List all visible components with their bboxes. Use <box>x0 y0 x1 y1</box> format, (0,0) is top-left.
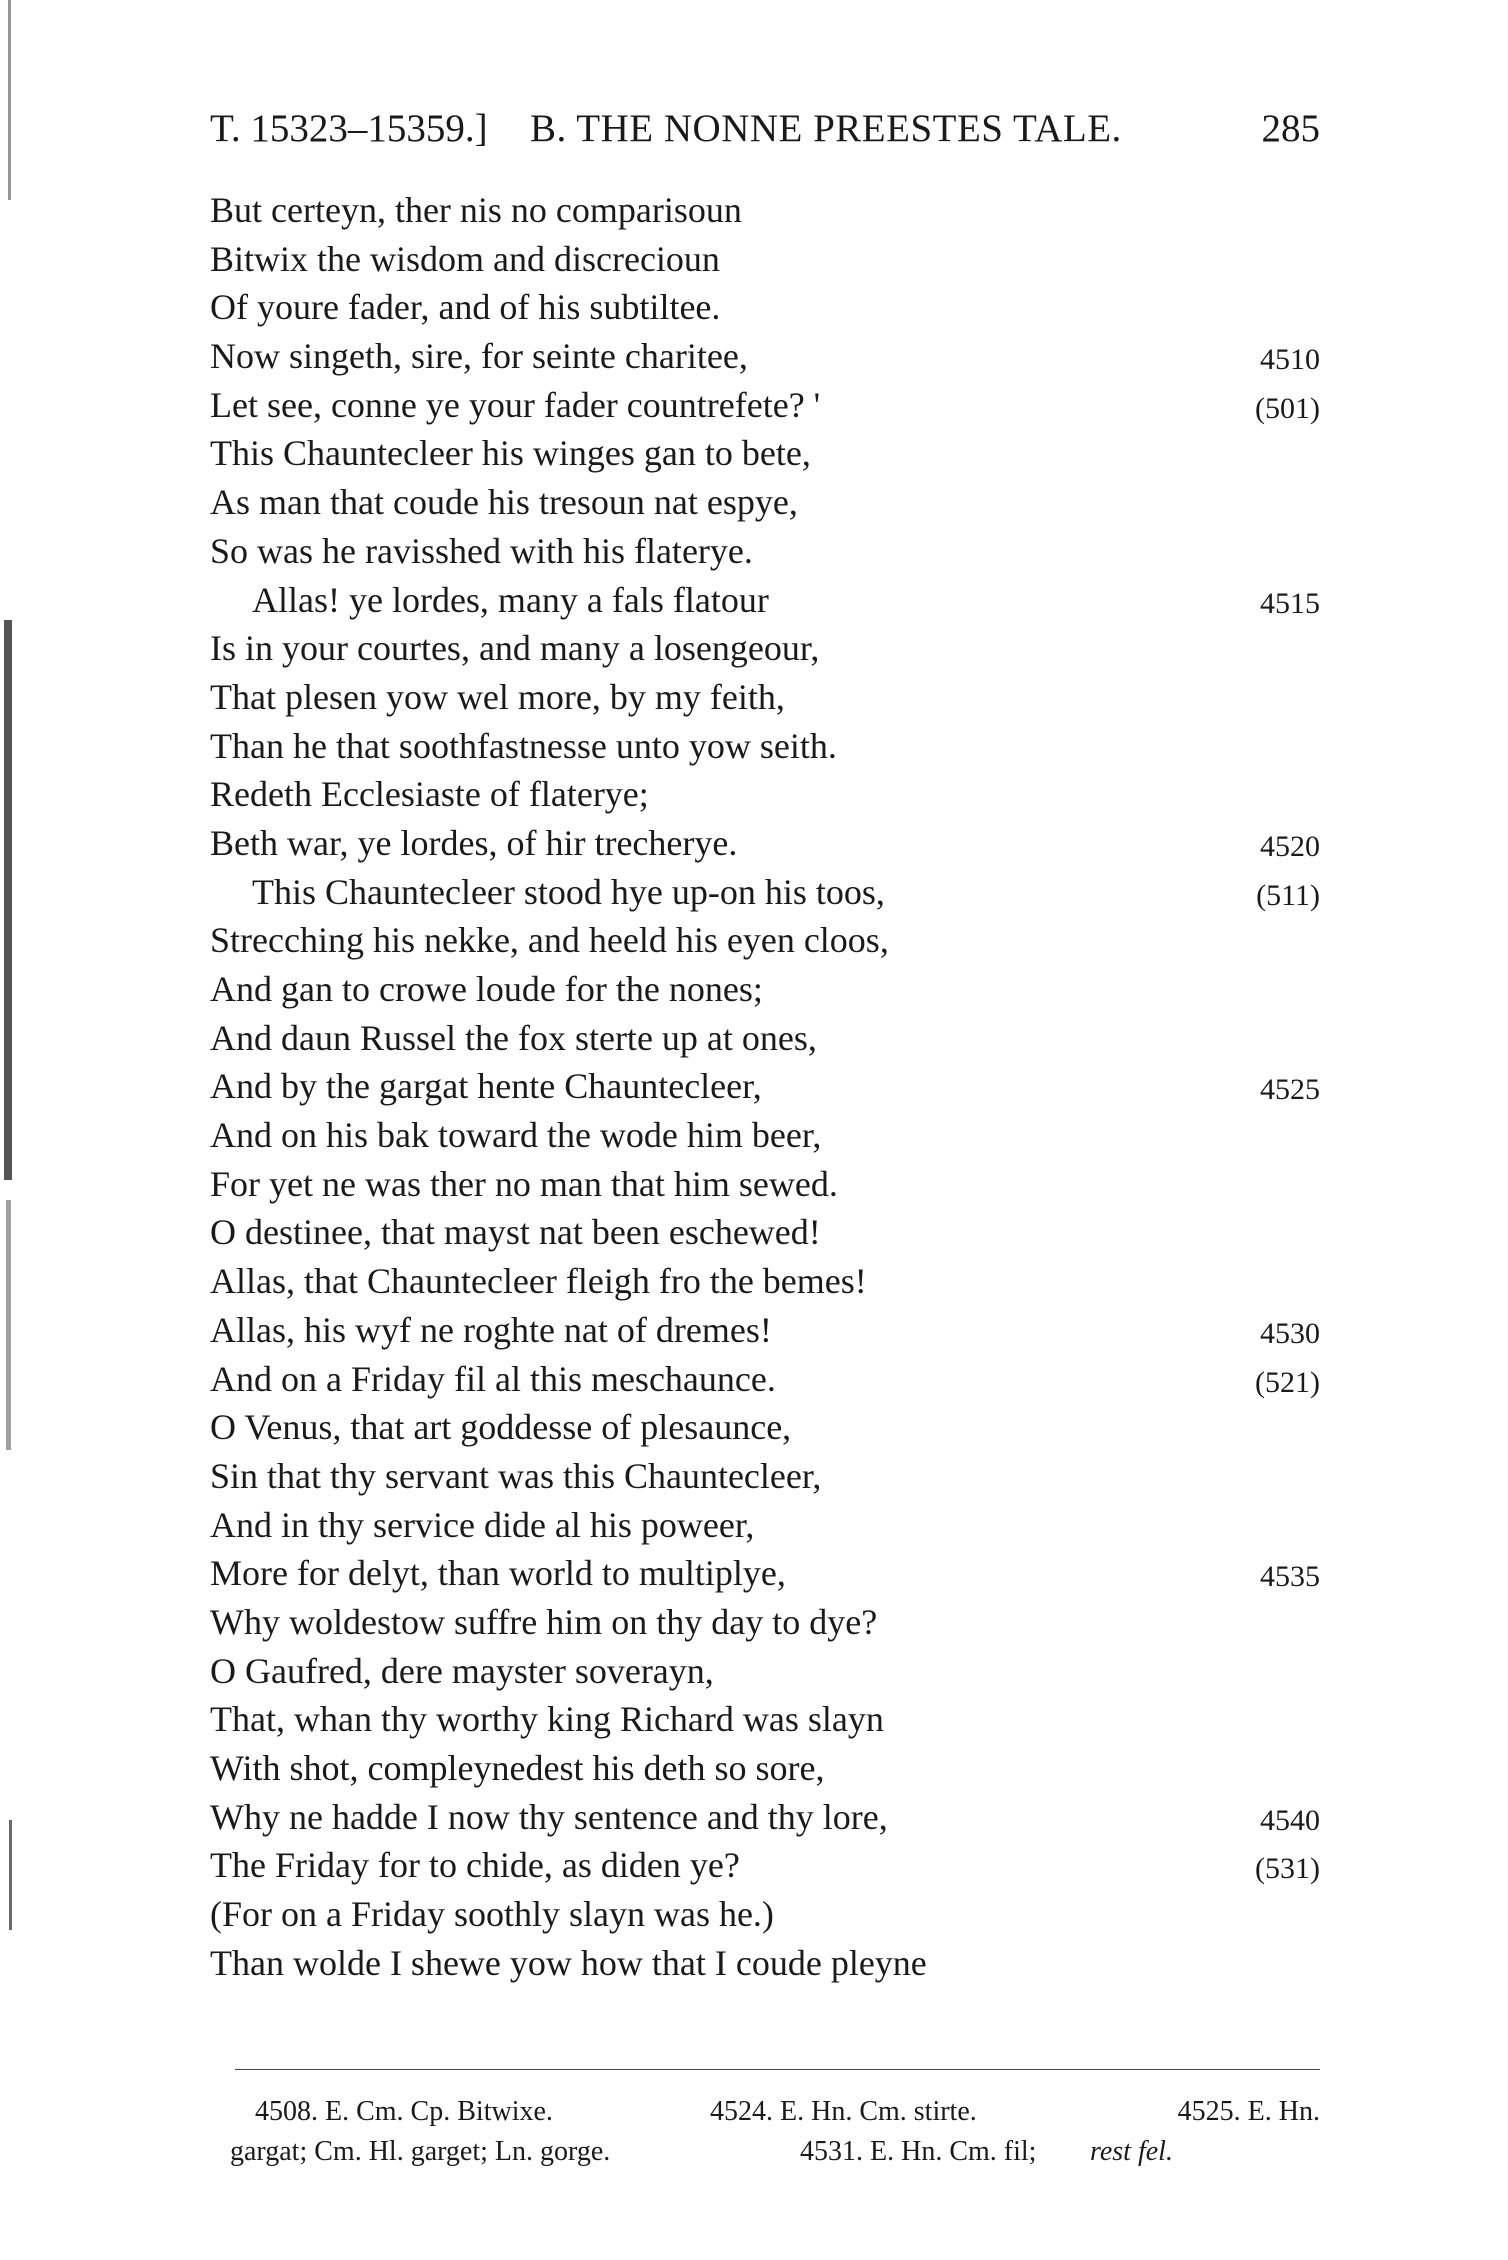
verse-text: O Gaufred, dere mayster soverayn, <box>210 1650 714 1691</box>
verse-line <box>210 1890 1320 1939</box>
verse-line <box>210 770 1320 819</box>
line-number: 4530 <box>1260 1316 1320 1350</box>
line-number: 4520 <box>1260 829 1320 863</box>
verse-text: And on a Friday fil al this meschaunce. <box>210 1358 776 1399</box>
footnote-4531: 4531. E. Hn. Cm. fil; <box>800 2136 1037 2167</box>
verse-text: That, whan thy worthy king Richard was slayn <box>210 1699 884 1740</box>
verse-line <box>210 1403 1320 1452</box>
tale-title: B. THE NONNE PREESTES TALE. <box>530 107 1122 150</box>
verse-line <box>210 1501 1320 1550</box>
verse-text: That plesen yow wel more, by my feith, <box>210 676 785 717</box>
scan-margin <box>0 0 50 2260</box>
verse-lines <box>210 186 1320 1987</box>
verse-line <box>210 235 1320 284</box>
verse-text: So was he ravisshed with his flaterye. <box>210 530 753 571</box>
footnote-row <box>230 2132 1320 2172</box>
verse-line <box>210 1208 1320 1257</box>
verse-line <box>210 819 1320 868</box>
verse-text: Allas, that Chauntecleer fleigh fro the bemes! <box>210 1261 867 1302</box>
verse-text: Strecching his nekke, and heeld his eyen cloos, <box>210 920 889 961</box>
running-header <box>210 103 1320 155</box>
verse-line <box>210 1306 1320 1355</box>
verse-text: Allas, his wyf ne roghte nat of dremes! <box>210 1309 772 1350</box>
scan-streak <box>4 620 12 1180</box>
verse-text: More for delyt, than world to multiplye, <box>210 1553 786 1594</box>
verse-line <box>210 624 1320 673</box>
verse-line <box>210 429 1320 478</box>
page-number: 285 <box>1261 107 1320 150</box>
verse-text: Allas! ye lordes, many a fals flatour <box>252 579 769 620</box>
verse-line <box>210 916 1320 965</box>
verse-text: And in thy service dide al his poweer, <box>210 1504 755 1545</box>
verse-text: O destinee, that mayst nat been eschewed! <box>210 1212 821 1253</box>
verse-text: Sin that thy servant was this Chauntecleer, <box>210 1455 822 1496</box>
line-number: (511) <box>1256 878 1320 912</box>
verse-line <box>210 381 1320 430</box>
scan-streak <box>8 0 11 200</box>
footnote-4531-italic: rest fel. <box>1090 2136 1173 2167</box>
line-number: 4525 <box>1260 1073 1320 1107</box>
verse-line <box>210 1647 1320 1696</box>
verse-line <box>210 1549 1320 1598</box>
verse-text: For yet ne was ther no man that him sewed. <box>210 1163 838 1204</box>
verse-text: Than he that soothfastnesse unto yow seith. <box>210 725 837 766</box>
verse-line <box>210 1062 1320 1111</box>
verse-line <box>210 868 1320 917</box>
scan-streak <box>6 1200 11 1450</box>
verse-line <box>210 332 1320 381</box>
line-number: 4515 <box>1260 586 1320 620</box>
scan-streak <box>9 1820 12 1930</box>
verse-line <box>210 673 1320 722</box>
verse-text: Bitwix the wisdom and discrecioun <box>210 238 720 279</box>
verse-text: The Friday for to chide, as diden ye? <box>210 1845 740 1886</box>
verse-text: As man that coude his tresoun nat espye, <box>210 482 798 523</box>
verse-line <box>210 283 1320 332</box>
verse-text: With shot, compleynedest his deth so sore, <box>210 1748 825 1788</box>
verse-text: Let see, conne ye your fader countrefete? ' <box>210 384 821 425</box>
verse-line <box>210 1841 1320 1890</box>
footnote-4525-start: 4525. E. Hn. <box>1177 2096 1320 2127</box>
verse-text: (For on a Friday soothly slayn was he.) <box>210 1894 774 1935</box>
verse-line <box>210 1355 1320 1404</box>
verse-line <box>210 1160 1320 1209</box>
footnote-4524: 4524. E. Hn. Cm. stirte. <box>710 2096 977 2127</box>
verse-line <box>210 186 1320 235</box>
verse-line <box>210 527 1320 576</box>
verse-text: This Chauntecleer stood hye up-on his toos, <box>252 871 885 912</box>
line-number: (531) <box>1255 1852 1320 1886</box>
verse-line <box>210 1257 1320 1306</box>
footnote-rule <box>235 2069 1320 2070</box>
verse-line <box>210 1452 1320 1501</box>
verse-text: And on his bak toward the wode him beer, <box>210 1115 822 1156</box>
line-range: T. 15323–15359.] <box>210 107 488 150</box>
verse-text: Why woldestow suffre him on thy day to dye? <box>210 1601 878 1642</box>
verse-line <box>210 1111 1320 1160</box>
verse-line <box>210 1695 1320 1744</box>
verse-text: Is in your courtes, and many a losengeour, <box>210 628 820 669</box>
line-number: 4540 <box>1260 1803 1320 1837</box>
verse-text: But certeyn, ther nis no comparisoun <box>210 190 742 230</box>
verse-line <box>210 1793 1320 1842</box>
verse-line <box>210 1014 1320 1063</box>
footnote-4508: 4508. E. Cm. Cp. Bitwixe. <box>255 2096 553 2127</box>
footnote-4525-cont: gargat; Cm. Hl. garget; Ln. gorge. <box>230 2136 611 2167</box>
verse-text: Of youre fader, and of his subtiltee. <box>210 287 721 328</box>
verse-text: This Chauntecleer his winges gan to bete, <box>210 433 811 474</box>
verse-text: And daun Russel the fox sterte up at ones, <box>210 1017 817 1058</box>
verse-line <box>210 1744 1320 1793</box>
verse-line <box>210 722 1320 771</box>
verse-text: And by the gargat hente Chauntecleer, <box>210 1066 762 1107</box>
verse-line <box>210 965 1320 1014</box>
verse-text: Now singeth, sire, for seinte charitee, <box>210 336 748 377</box>
line-number: 4510 <box>1260 343 1320 377</box>
line-number: (521) <box>1255 1365 1320 1399</box>
line-number: 4535 <box>1260 1560 1320 1594</box>
verse-text: Than wolde I shewe yow how that I coude pleyne <box>210 1942 927 1983</box>
verse-text: Redeth Ecclesiaste of flaterye; <box>210 774 649 815</box>
footnotes <box>230 2092 1320 2172</box>
verse-text: Beth war, ye lordes, of hir trecherye. <box>210 822 738 863</box>
footnote-row <box>230 2092 1320 2132</box>
line-number: (501) <box>1255 391 1320 425</box>
verse-text: Why ne hadde I now thy sentence and thy lore, <box>210 1796 888 1837</box>
verse-line <box>210 1598 1320 1647</box>
verse-text: And gan to crowe loude for the nones; <box>210 969 763 1009</box>
verse-text: O Venus, that art goddesse of plesaunce, <box>210 1407 792 1448</box>
verse-line <box>210 1939 1320 1988</box>
verse-line <box>210 478 1320 527</box>
verse-line <box>210 576 1320 625</box>
